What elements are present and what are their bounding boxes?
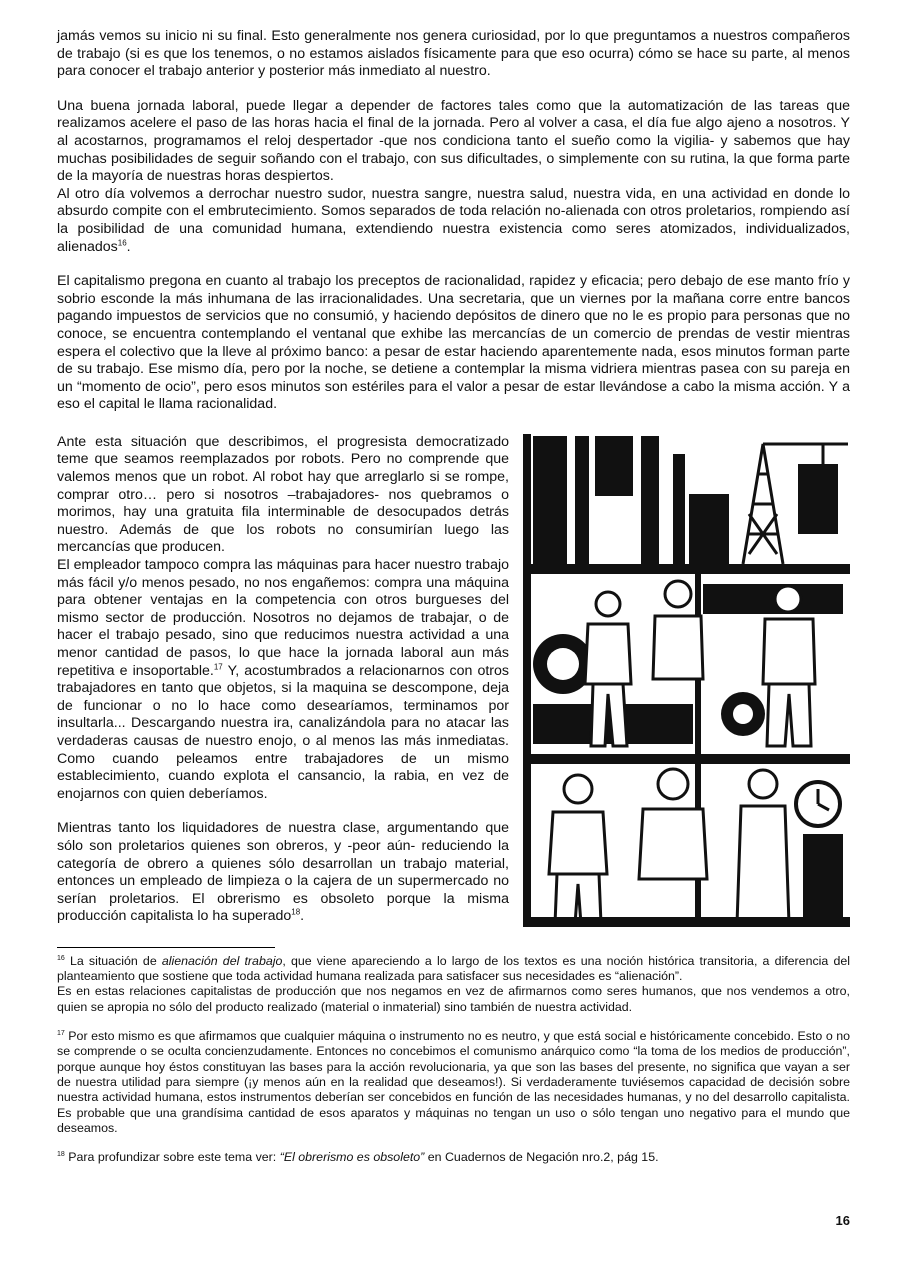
- footnote-17: $^{17}$ Por esto mismo es que afirmamos que cualquier máquina o instrumento no es neutro, y que está social e históricamente concebido. Esto o no se comprende o se oculta concienzudamente. Entonces no concebimos el comunismo anárquico como “la toma de los medios de producción”, porque aunque hoy éstos constituyan las bases para la acción revolucionaria, ya que son las bases del presente, no significa que vayan a ser de nuestra utilidad para siempre (¡y menos aún en la realidad que deseamos!). Si verdaderamente tuviésemos capacidad de decisión sobre nuestra actividad humana, estos instrumentos deberían ser concebidos en función de las necesidades humanas, y no del desarrollo capitalista. Es probable que una grandísima cantidad de esos aparatos y máquinas no tengan un uso o sólo tengan uno negativo para el mundo que deseamos.: [57, 1029, 850, 1135]
- footnote-18: $^{18}$ Para profundizar sobre este tema ver: “El obrerismo es obsoleto” en Cuadernos de Negación nro.2, pág 15.: [57, 1150, 659, 1165]
- paragraph: Ante esta situación que describimos, el progresista democratizado teme que seamos reemplazados por robots. Pero no comprende que valemos menos que un robot. Al robot hay que arreglarlo si se rompe, comprar otro… pero si nosotros –trabajadores- nos quebramos o morimos, hay una gratuita fila interminable de desocupados detrás nuestro. Además de que los robots no consumirían luego las mercancías que producen.: [57, 433, 509, 556]
- two-column-section: [57, 432, 850, 937]
- paragraph: El empleador tampoco compra las máquinas para hacer nuestro trabajo más fácil y/o menos pesado, no nos engañemos: compra una máquina para obtener ventajas en la competencia con otros burgueses del mismo sector de producción. Nosotros no dejamos de trabajar, o de hacer el trabajo pesado, sino que reducimos nuestra actividad a una menor cantidad de pasos, lo que hace la jornada laboral aun más repetitiva e insoportable.$^{17}$ Y, acostumbrados a relacionarnos con otros trabajadores en tanto que objetos, si la maquina se descompone, deja de funcionar o no lo hace como desearíamos, terminamos por insultarla... Descargando nuestra ira, canalizándola para no atacar las verdaderas causas de nuestro enojo, o al menos las más inmediatas. Como cuando peleamos entre trabajadores de un mismo establecimiento, cuando explota el cansancio, la rabia, en vez de enojarnos con quien deberíamos.: [57, 557, 509, 802]
- paragraph: Mientras tanto los liquidadores de nuestra clase, argumentando que sólo son proletarios quienes son obreros, y -peor aún- reduciendo la categoría de obrero a quienes sólo desarrollan un trabajo material, entonces un empleado de limpieza o la cajera de un supermercado no serían proletarios. El obrerismo es obsoleto porque la misma producción capitalista lo ha superado$^{18}$.: [57, 820, 509, 925]
- left-column: [57, 434, 509, 926]
- footnote-16-continued: Es en estas relaciones capitalistas de producción que nos negamos en vez de afirmarnos como seres humanos, que nos vendemos a otro, quien se apropia no sólo del producto realizado (material o inmaterial) sino también de nuestra actividad.: [57, 984, 850, 1014]
- footnote-ref-18[interactable]: 18: [291, 907, 301, 917]
- page-content: [57, 28, 850, 1165]
- footnote-ref-17[interactable]: 17: [213, 661, 223, 671]
- industrial-workers-illustration: [523, 434, 850, 927]
- footnote-16: $^{16}$ La situación de alienación del trabajo, que viene apareciendo a lo largo de los textos es una noción histórica transitoria, a diferencia del planteamiento que sostiene que toda actividad humana realizada para satisfacer sus necesidades es “alienación”.: [57, 953, 850, 984]
- page-number: 16: [835, 1213, 850, 1228]
- footnote-ref-16[interactable]: 16: [117, 237, 127, 247]
- paragraph-text: Al otro día volvemos a derrochar nuestro sudor, nuestra sangre, nuestra salud, nuestra vida, en una actividad en donde lo absurdo compite con el embrutecimiento. Somos separados de toda relación no-alienada con otros proletarios, rompiendo así la posibilidad de una comunidad humana, extendiendo nuestra existencia como seres atomizados, individualizados, alienados: [57, 185, 850, 255]
- paragraph: Una buena jornada laboral, puede llegar a depender de factores tales como que la automatización de las tareas que realizamos acelere el paso de las horas hacia el final de la jornada. Pero al volver a casa, el día fue algo ajeno a nosotros. Y al acostarnos, programamos el reloj despertador -que nos condiciona tanto el sueño como la vigilia- y sabemos que hay muchas posibilidades de seguir soñando con el trabajo, con sus dificultades, o simplemente con su rutina, la que forma parte de la mayoría de nuestras horas despiertos.: [57, 97, 850, 185]
- paragraph: jamás vemos su inicio ni su final. Esto generalmente nos genera curiosidad, por lo que preguntamos a nuestros compañeros de trabajo (si es que los tenemos, o no estamos aislados físicamente para que eso ocurra) cómo se hace su parte, al menos para conocer el trabajo anterior y posterior más inmediato al nuestro.: [57, 28, 850, 80]
- paragraph: El capitalismo pregona en cuanto al trabajo los preceptos de racionalidad, rapidez y eficacia; pero debajo de ese manto frío y sobrio esconde la más inhumana de las irracionalidades. Una secretaria, que un viernes por la mañana corre entre bancos pagando impuestos de servicios que no consumió, y haciendo depósitos de dinero que no le es propio para personas que no conoce, se encuentra contemplando el ventanal que exhibe las mercancías de un comercio de prendas de vestir mientras espera el colectivo que la lleve al próximo banco: a pesar de estar haciendo aparentemente nada, esos minutos forman parte de su trabajo. Ese mismo día, pero por la noche, se detiene a contemplar la misma vidriera mientras pasea con su pareja en un “momento de ocio”, pero esos minutos son estériles para el valor a pesar de estar llevándose a cabo la misma acción. Y a eso el capital le llama racionalidad.: [57, 273, 850, 413]
- paragraph: Al otro día volvemos a derrochar nuestro sudor, nuestra sangre, nuestra salud, nuestra vida, en una actividad en donde lo absurdo compite con el embrutecimiento. Somos separados de toda relación no-alienada con otros proletarios, rompiendo así la posibilidad de una comunidad humana, extendiendo nuestra existencia como seres atomizados, individualizados, alienados$^{16}$.: [57, 185, 850, 255]
